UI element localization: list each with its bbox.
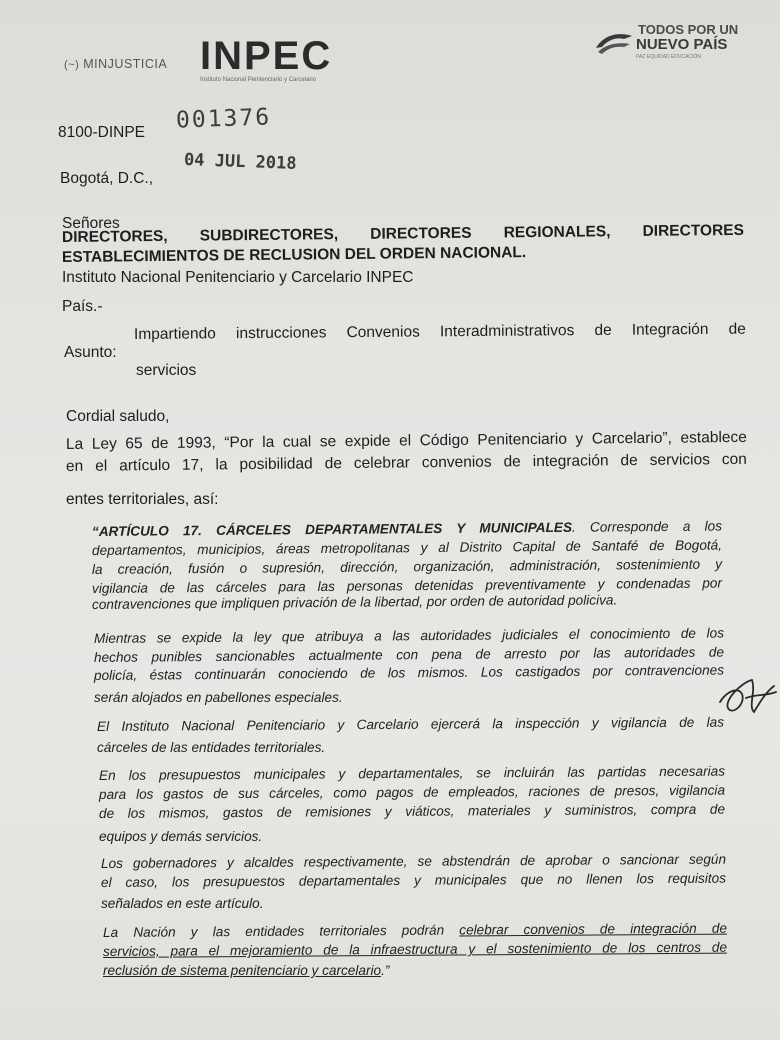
intro-word: celebrar <box>353 454 410 472</box>
subject-word: de <box>594 321 612 339</box>
intro-word: establece <box>680 428 747 447</box>
intro-word: 65 <box>125 435 143 453</box>
intro-word: cual <box>282 433 312 451</box>
intro-word: de <box>324 455 343 473</box>
reference-label: 8100-DINPE <box>58 124 146 141</box>
intro-word: el <box>95 457 108 475</box>
intro-word: en <box>65 457 84 475</box>
intro-word: con <box>721 450 747 469</box>
recipient-word: SUBDIRECTORES, <box>199 226 339 245</box>
nuevo-pais-emblem-icon <box>594 30 634 56</box>
subject-word: Convenios <box>346 323 420 342</box>
subject-word: Interadministrativos <box>439 322 575 341</box>
intro-word: posibilidad <box>239 455 313 474</box>
article-p1-line: contravenciones que impliquen privación de la libertad, por orden de autoridad policiva. <box>91 592 618 612</box>
intro-word: la <box>215 456 228 474</box>
article-p2-line: policía, éstas continuarán conociendo de los mismos. Los castigados por contravenciones <box>93 662 725 683</box>
article-p4-line: En los presupuestos municipales y departamentales, se incluirán las partidas necesarias <box>98 763 726 783</box>
greeting: Cordial saludo, <box>66 408 170 425</box>
intro-word: el <box>398 432 412 450</box>
article-p6-underlined: reclusión de sistema penitenciario y carcelario <box>103 963 382 978</box>
inpec-logo <box>200 36 350 83</box>
todos-por-un-nuevo-pais-logo <box>594 20 754 60</box>
city-line: Bogotá, D.C., <box>60 170 154 187</box>
gov-logo-line2: NUEVO PAÍS <box>636 36 728 53</box>
intro-word: de <box>620 452 638 470</box>
article-p6-line-3 <box>103 963 727 978</box>
article-p5-line: señalados en este artículo. <box>101 896 264 911</box>
intro-word: la <box>262 433 275 451</box>
intro-word: Código <box>419 431 469 450</box>
intro-word: Penitenciario <box>477 430 568 449</box>
country-line: País.- <box>62 298 103 315</box>
subject-word: de <box>728 320 746 338</box>
recipient-word: DIRECTORES, <box>61 227 168 246</box>
inpec-logo-text: INPEC <box>200 34 333 78</box>
intro-word: 17, <box>181 456 204 474</box>
article-p1-line: la creación, fusión o supresión, dirección, organización, administración, sostenimiento y <box>91 556 723 577</box>
intro-word: 1993, <box>176 434 216 452</box>
article-first-line <box>92 519 722 539</box>
intro-word: y <box>575 430 584 448</box>
handwritten-initials-signature <box>716 672 780 724</box>
intro-word: Carcelario”, <box>591 429 673 448</box>
reference-number-stamp: 001376 <box>175 104 272 134</box>
article-p4-line: para los gastos de sus cárceles, como pagos de empleados, raciones de presos, vigilancia <box>98 782 726 802</box>
article-p6-text: La Nación y las entidades territoriales podrán <box>102 922 460 940</box>
article-p1-line: departamentos, municipios, áreas metropolitanas y al Distrito Capital de Santafé de Bogotá, <box>91 537 723 558</box>
article-p1-line: . Corresponde a los <box>571 518 723 535</box>
gov-logo-line1: TODOS POR UN <box>638 22 739 37</box>
article-p6-end: .” <box>381 963 390 978</box>
subject-word: instrucciones <box>235 324 327 343</box>
institution-line: Instituto Nacional Penitenciario y Carcelario INPEC <box>62 269 414 286</box>
article-p5-line: el caso, los presupuestos departamentales y municipales que no llenen los requisitos <box>100 870 727 890</box>
article-p5-line: Los gobernadores y alcaldes respectivamente, se abstendrán de aprobar o sancionar según <box>100 851 727 871</box>
subject-word: Impartiendo <box>133 325 216 343</box>
subject-label: Asunto: <box>64 344 117 361</box>
subject-line-2: servicios <box>136 362 197 379</box>
intro-word: La <box>65 435 84 453</box>
intro-word: Ley <box>91 435 117 453</box>
salutation-to: Señores <box>62 215 120 232</box>
intro-word: servicios <box>649 451 711 469</box>
intro-word: de <box>151 434 169 453</box>
article-p1-line: vigilancia de las cárceles para las personas detenidas preventivamente y condenadas por <box>91 575 723 596</box>
recipient-word: DIRECTORES <box>370 224 472 243</box>
recipient-word: DIRECTORES <box>642 221 744 240</box>
article-p2-line: hechos punibles sancionables actualmente con pena de arresto por las autoridades de <box>93 644 725 665</box>
inpec-logo-subtitle: Instituto Nacional Penitenciario y Carcelario <box>200 77 317 83</box>
intro-word: artículo <box>119 456 171 475</box>
minjusticia-text: MINJUSTICIA <box>83 57 168 71</box>
intro-word: integración <box>532 452 609 471</box>
article-p4-line: de los mismos, gastos de remisiones y viáticos, materiales y suministros, compra de <box>98 801 726 821</box>
intro-word: se <box>319 433 337 451</box>
intro-line-3: entes territoriales, así: <box>66 491 219 508</box>
article-p3-line: El Instituto Nacional Penitenciario y Carcelario ejercerá la inspección y vigilancia de las <box>96 714 725 734</box>
article-p4-line: equipos y demás servicios. <box>99 829 263 844</box>
intro-line-2 <box>66 451 747 476</box>
intro-word: “Por <box>224 434 254 452</box>
intro-word: convenios <box>421 453 492 472</box>
intro-line-1 <box>66 429 747 454</box>
intro-word: expide <box>344 432 391 451</box>
article-heading: “ARTÍCULO 17. CÁRCELES DEPARTAMENTALES Y MUNICIPALES <box>91 519 573 539</box>
date-stamp: 04 JUL 2018 <box>183 150 297 174</box>
article-p3-line: cárceles de las entidades territoriales. <box>97 740 326 755</box>
recipients-line-2: ESTABLECIMIENTOS DE RECLUSION DEL ORDEN NACIONAL. <box>61 244 527 266</box>
minjusticia-symbol-icon: (~) <box>64 59 80 71</box>
minjusticia-logo <box>64 57 167 71</box>
subject-line-1 <box>134 321 746 344</box>
article-p2-line: Mientras se expide la ley que atribuya a las autoridades judiciales el conocimiento de los <box>93 625 725 646</box>
article-p2-line: serán alojados en pabellones especiales. <box>94 690 343 705</box>
article-p6-line-1 <box>103 921 727 940</box>
subject-word: Integración <box>631 320 709 339</box>
recipients-line-1 <box>62 222 744 247</box>
article-p6-line-2: servicios, para el mejoramiento de la infraestructura y el sostenimiento de los centros de <box>102 939 728 959</box>
recipient-word: REGIONALES, <box>503 223 611 242</box>
gov-logo-line3: PAZ EQUIDAD EDUCACIÓN <box>636 54 701 60</box>
intro-word: de <box>503 453 521 471</box>
article-p6-underlined: celebrar convenios de integración de <box>459 920 728 938</box>
